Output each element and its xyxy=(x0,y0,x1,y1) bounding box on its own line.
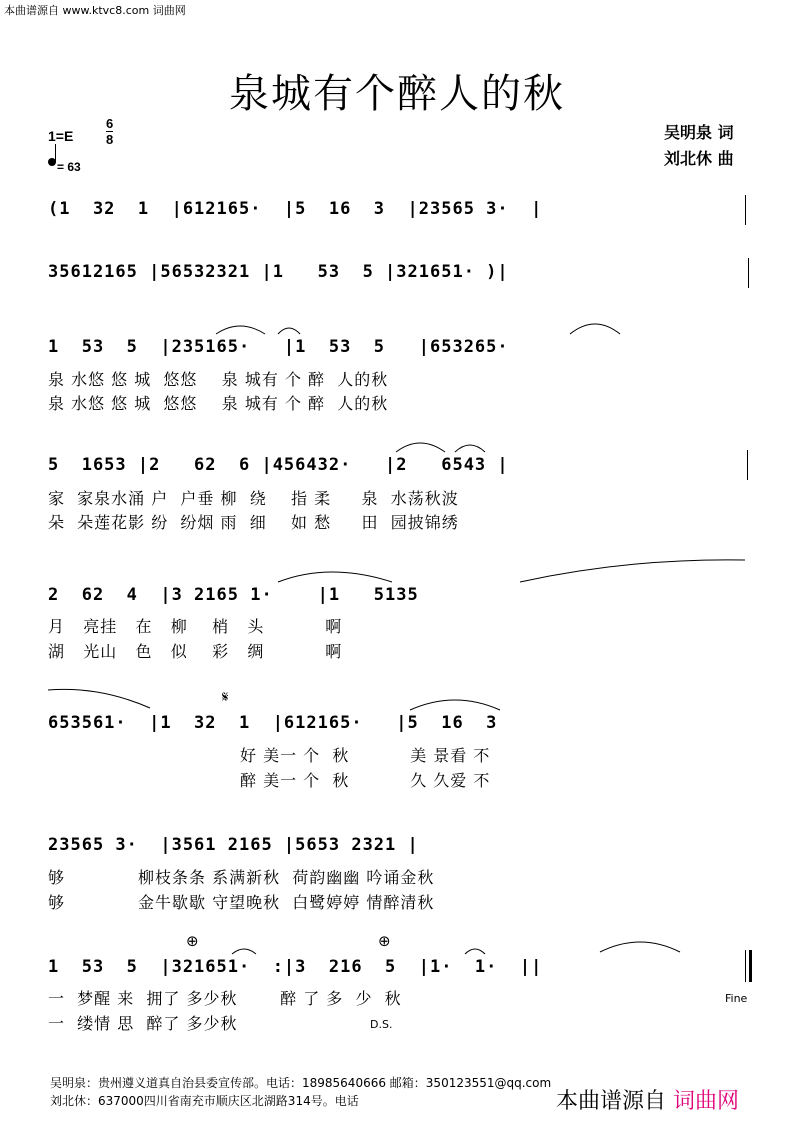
notation-row-4: 5 1653 |2 62 6 |456432· |2 6543 | xyxy=(48,455,509,475)
slur xyxy=(410,700,500,710)
notation-row-6: 653561· |1 32 1 |612165· |5 16 3 xyxy=(48,713,509,733)
lyrics-row-4-verse-1: 家 家泉水涌 户 户垂 柳 绕 指 柔 泉 水荡秋波 xyxy=(48,489,459,508)
lyrics-row-5-verse-1: 月 亮挂 在 柳 梢 头 啊 xyxy=(48,617,343,636)
slur xyxy=(520,560,745,582)
notation-row-7: 23565 3· |3561 2165 |5653 2321 | xyxy=(48,835,419,855)
lyrics-row-6-verse-1: 好 美一 个 秋 美 景看 不 xyxy=(240,746,491,765)
lyricist-credit: 吴明泉 词 xyxy=(664,123,734,142)
slur xyxy=(278,572,392,582)
source-header: 本曲谱源自 www.ktvc8.com 词曲网 xyxy=(4,4,186,17)
lyrics-row-8-verse-1: 一 梦醒 来 拥了 多少秋 醉 了 多 少 秋 xyxy=(48,989,402,1008)
ds-mark: D.S. xyxy=(370,1018,393,1031)
footer-line-2: 刘北休：637000四川省南充市顺庆区北湖路314号。电话 xyxy=(50,1094,359,1108)
lyrics-row-7-verse-1: 够 柳枝条条 系满新秋 荷韵幽幽 吟诵金秋 xyxy=(48,868,435,887)
lyrics-row-3-verse-2: 泉 水悠 悠 城 悠悠 泉 城有 个 醉 人的秋 xyxy=(48,394,389,413)
key-signature: 1=E xyxy=(48,128,74,144)
slur xyxy=(600,942,680,952)
tempo-mark: = 63 xyxy=(57,160,81,174)
lyrics-row-4-verse-2: 朵 朵莲花影 纷 纷烟 雨 细 如 愁 田 园披锦绣 xyxy=(48,513,459,532)
slur xyxy=(455,445,485,452)
composer-credit: 刘北休 曲 xyxy=(664,149,734,168)
slur xyxy=(465,949,485,954)
lyrics-row-7-verse-2: 够 金牛歇歇 守望晚秋 白鹭婷婷 情醉清秋 xyxy=(48,893,435,912)
fine-mark: Fine xyxy=(725,992,748,1005)
watermark-left: 本曲谱源自 xyxy=(556,1089,667,1114)
meter-top: 6 xyxy=(106,116,114,131)
song-title: 泉城有个醉人的秋 xyxy=(229,71,565,117)
notation-row-8: 1 53 5 |321651· :|3 216 5 |1· 1· || xyxy=(48,957,543,977)
segno-sign: 𝄋 xyxy=(222,688,229,706)
watermark xyxy=(556,1084,739,1115)
notation-row-2: 35612165 |56532321 |1 53 5 |321651· )| xyxy=(48,262,509,282)
lyrics-row-8-verse-2: 一 缕情 思 醉了 多少秋 xyxy=(48,1014,238,1033)
slur xyxy=(48,689,150,708)
slur xyxy=(278,328,300,334)
slur xyxy=(232,949,256,954)
lyrics-row-5-verse-2: 湖 光山 色 似 彩 绸 啊 xyxy=(48,642,343,661)
slur xyxy=(570,324,620,334)
coda-sign-1: ⊕ xyxy=(186,932,199,950)
lyrics-row-3-verse-1: 泉 水悠 悠 城 悠悠 泉 城有 个 醉 人的秋 xyxy=(48,370,389,389)
meter-bottom: 8 xyxy=(106,132,114,147)
coda-sign-2: ⊕ xyxy=(378,932,391,950)
footer-line-1: 吴明泉：贵州遵义道真自治县委宣传部。电话：18985640666 邮箱：350123551@qq.com xyxy=(50,1076,552,1090)
lyrics-row-6-verse-2: 醉 美一 个 秋 久 久爱 不 xyxy=(240,771,491,790)
watermark-right: 词曲网 xyxy=(673,1089,740,1114)
slur xyxy=(216,326,265,334)
slur xyxy=(396,443,445,452)
notation-row-1: (1 32 1 |612165· |5 16 3 |23565 3· | xyxy=(48,199,543,219)
notation-row-3: 1 53 5 |235165· |1 53 5 |653265· xyxy=(48,337,554,357)
notation-row-5: 2 62 4 |3 2165 1· |1 5135 xyxy=(48,585,442,605)
